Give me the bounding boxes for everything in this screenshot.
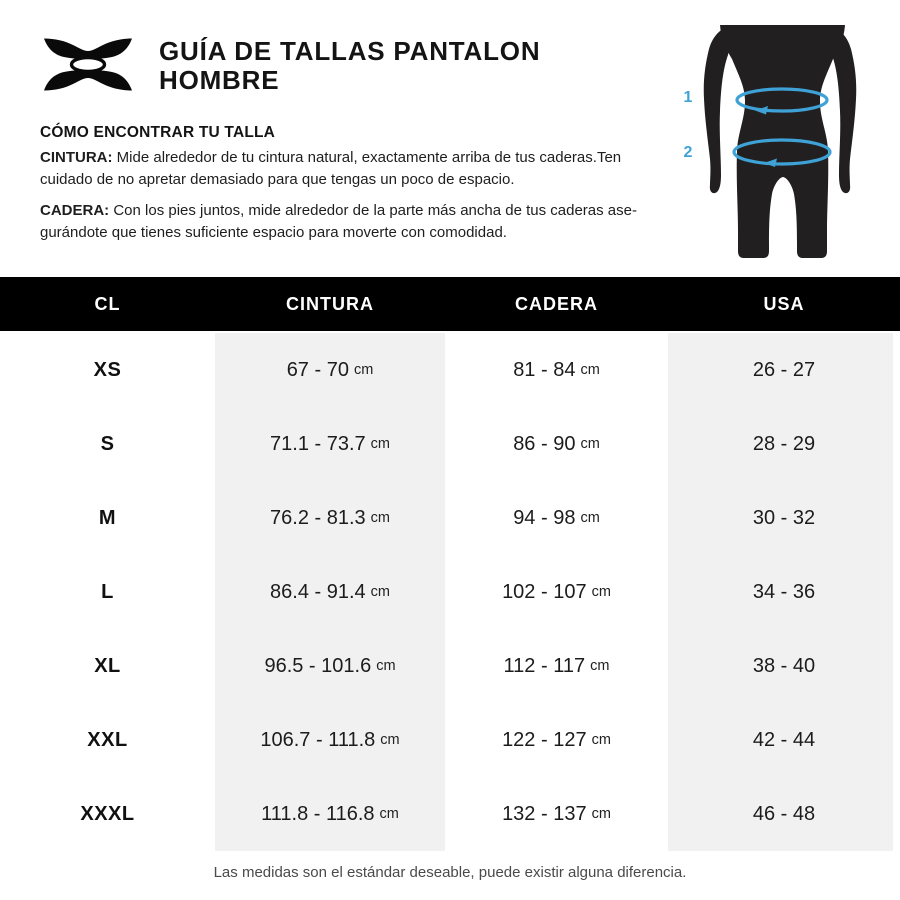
- waist-instructions-label: CINTURA:: [40, 149, 113, 166]
- column-header-cadera: CADERA: [514, 293, 598, 314]
- unit-label: cm: [590, 658, 610, 674]
- unit-label: cm: [580, 436, 600, 452]
- cadera-cell: 102 - 107 cm: [502, 580, 611, 603]
- column-header-cl: CL: [94, 293, 121, 314]
- page-title-line1: GUÍA DE TALLAS PANTALON: [159, 36, 541, 66]
- unit-label: cm: [370, 436, 390, 452]
- usa-cell: 42 - 44: [668, 703, 900, 777]
- unit-label: cm: [591, 732, 611, 748]
- cintura-cell: 106.7 - 111.8 cm: [215, 703, 445, 777]
- usa-cell: 26 - 27: [668, 333, 900, 407]
- size-cell: XXL: [87, 728, 128, 751]
- unit-label: cm: [580, 510, 600, 526]
- under-armour-logo-icon: [43, 37, 133, 92]
- cadera-cell: 122 - 127 cm: [502, 728, 611, 751]
- size-cell: M: [98, 506, 117, 529]
- how-to-find-size-heading: CÓMO ENCONTRAR TU TALLA: [40, 124, 276, 141]
- hip-instructions-label: CADERA:: [40, 202, 110, 219]
- unit-label: cm: [370, 510, 390, 526]
- cadera-cell: 132 - 137 cm: [502, 802, 611, 825]
- cintura-cell: 111.8 - 116.8 cm: [215, 777, 445, 851]
- cadera-cell: 94 - 98 cm: [513, 506, 600, 529]
- unit-label: cm: [379, 806, 399, 822]
- size-cell: XL: [94, 654, 121, 677]
- waist-instructions-line1: Mide alrededor de tu cintura natural, exactamente arriba de tus caderas.Ten: [112, 149, 622, 166]
- page-title: [159, 37, 540, 95]
- cintura-cell: 96.5 - 101.6 cm: [215, 629, 445, 703]
- unit-label: cm: [580, 362, 600, 378]
- cintura-cell: 86.4 - 91.4 cm: [215, 555, 445, 629]
- size-cell: S: [100, 432, 115, 455]
- cintura-cell: 71.1 - 73.7 cm: [215, 407, 445, 481]
- usa-cell: 28 - 29: [668, 407, 900, 481]
- table-row: [0, 629, 900, 703]
- cintura-cell: 76.2 - 81.3 cm: [215, 481, 445, 555]
- unit-label: cm: [376, 658, 396, 674]
- column-header-usa: USA: [763, 293, 805, 314]
- torso-silhouette-icon: [700, 13, 860, 258]
- unit-label: cm: [591, 806, 611, 822]
- unit-label: cm: [353, 362, 374, 378]
- table-row: [0, 481, 900, 555]
- usa-cell: 34 - 36: [668, 555, 900, 629]
- hip-instructions-line1: Con los pies juntos, mide alrededor de la parte más ancha de tus caderas ase-: [109, 202, 637, 219]
- usa-cell: 38 - 40: [668, 629, 900, 703]
- disclaimer-note: Las medidas son el estándar deseable, puede existir alguna diferencia.: [213, 864, 687, 881]
- table-row: [0, 703, 900, 777]
- table-row: [0, 777, 900, 851]
- unit-label: cm: [370, 584, 390, 600]
- size-table-header: [0, 277, 900, 331]
- waist-instructions-line2: cuidado de no apretar demasiado para que tengas un poco de espacio.: [40, 170, 515, 188]
- cadera-cell: 81 - 84 cm: [513, 358, 600, 381]
- unit-label: cm: [380, 732, 400, 748]
- page-title-line2: HOMBRE: [159, 65, 280, 95]
- size-cell: XXXL: [80, 802, 135, 825]
- cintura-cell: 67 - 70 cm: [215, 333, 445, 407]
- hip-instructions-line2: gurándote que tienes suficiente espacio para moverte con comodidad.: [40, 223, 507, 241]
- column-header-cintura: CINTURA: [286, 293, 374, 314]
- size-cell: XS: [93, 358, 122, 381]
- unit-label: cm: [591, 584, 611, 600]
- size-table-body: [0, 333, 900, 851]
- usa-cell: 46 - 48: [668, 777, 900, 851]
- table-row: [0, 333, 900, 407]
- hip-marker-label: 2: [683, 144, 693, 161]
- hip-instructions: [40, 200, 637, 243]
- table-row: [0, 555, 900, 629]
- body-measurement-figure: [700, 13, 860, 258]
- cadera-cell: 86 - 90 cm: [513, 432, 600, 455]
- waist-instructions: [40, 147, 621, 190]
- table-row: [0, 407, 900, 481]
- size-cell: L: [101, 580, 114, 603]
- cadera-cell: 112 - 117 cm: [503, 654, 610, 677]
- usa-cell: 30 - 32: [668, 481, 900, 555]
- waist-marker-label: 1: [683, 89, 693, 106]
